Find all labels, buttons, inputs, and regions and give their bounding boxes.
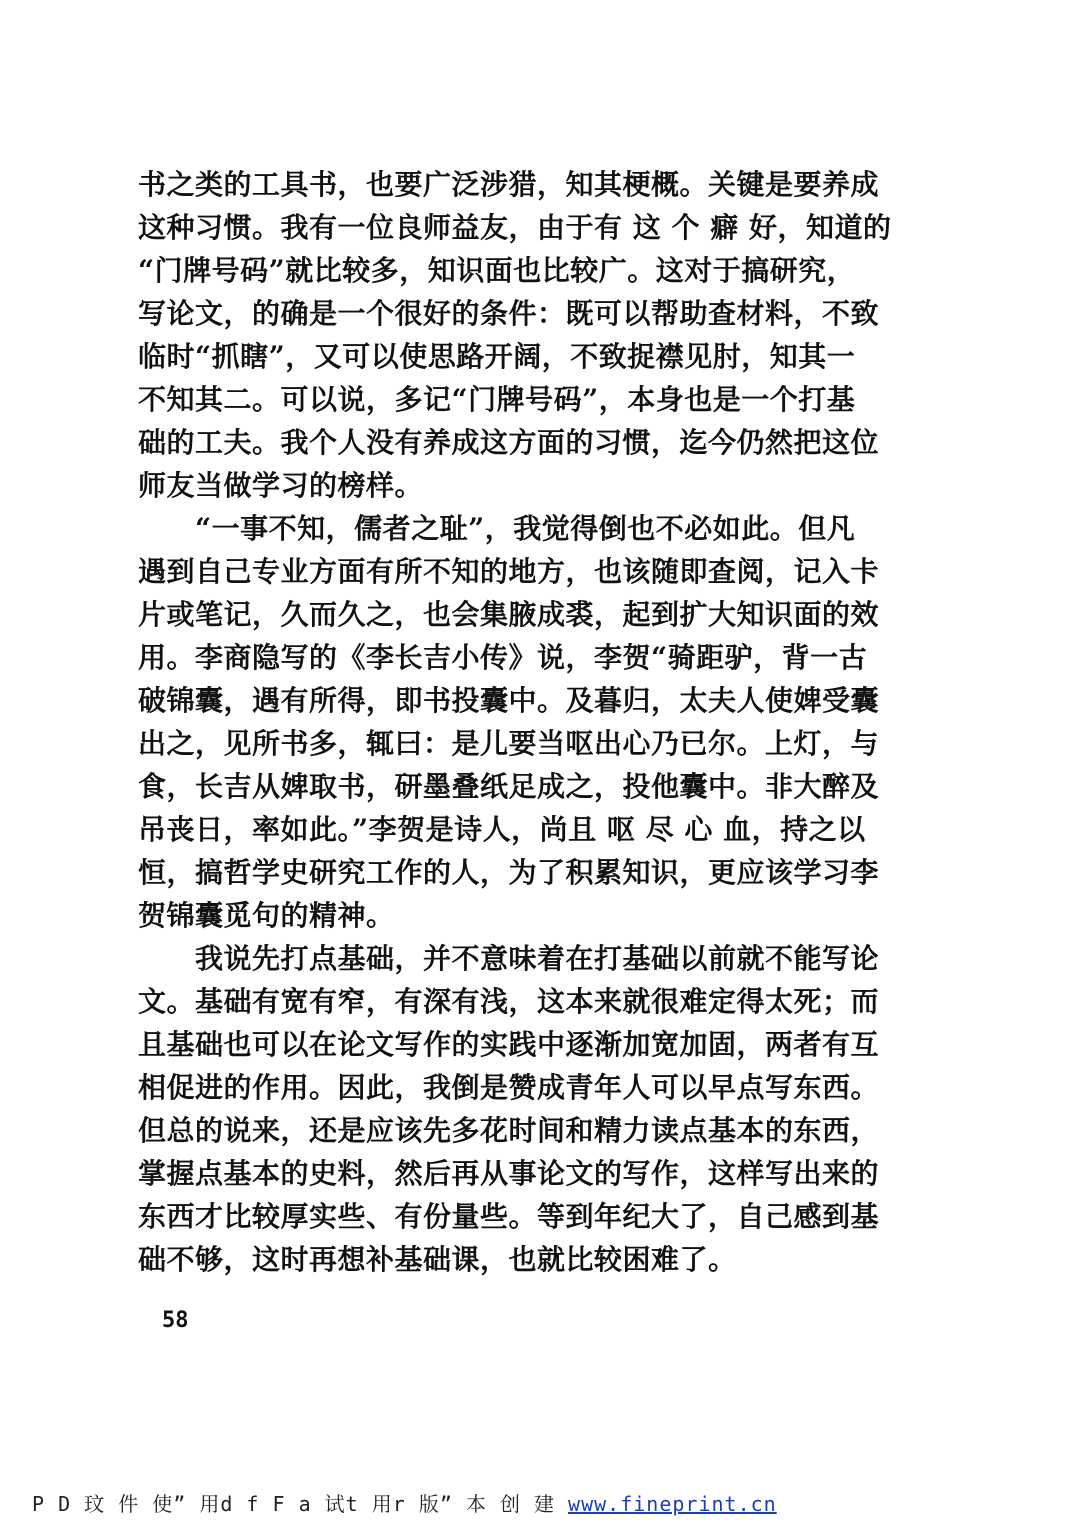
text-line: 师友当做学习的榜样。	[138, 469, 424, 502]
text-line: 写论文，的确是一个很好的条件：既可以帮助查材料，不致	[138, 297, 880, 330]
watermark	[32, 1488, 777, 1517]
text-line: 临时“抓瞎”，又可以使思路开阔，不致捉襟见肘，知其一	[138, 340, 856, 373]
watermark-text: P D 玟 件 使” 用d f F a 试t 用r 版” 本 创 建	[32, 1492, 555, 1516]
text-line: 掌握点基本的史料，然后再从事论文的写作，这样写出来的	[138, 1157, 880, 1190]
text-line: 且基础也可以在论文写作的实践中逐渐加宽加固，两者有互	[138, 1028, 880, 1061]
text-line: “一事不知，儒者之耻”，我觉得倒也不必如此。但凡	[138, 512, 856, 545]
watermark-link[interactable]: www.fineprint.cn	[568, 1492, 777, 1516]
text-line: 出之，见所书多，辄曰：是儿要当呕出心乃已尔。上灯，与	[138, 727, 880, 760]
text-line: 我说先打点基础，并不意味着在打基础以前就不能写论	[138, 942, 880, 975]
text-line: 恒，搞哲学史研究工作的人，为了积累知识，更应该学习李	[138, 856, 880, 889]
text-line: 础的工夫。我个人没有养成这方面的习惯，迄今仍然把这位	[138, 426, 880, 459]
text-line: 片或笔记，久而久之，也会集腋成裘，起到扩大知识面的效	[138, 598, 880, 631]
page-number: 58	[162, 1308, 189, 1333]
text-line: 遇到自己专业方面有所不知的地方，也该随即查阅，记入卡	[138, 555, 880, 588]
text-line: 不知其二。可以说，多记“门牌号码”，本身也是一个打基	[138, 383, 856, 416]
text-line: 文。基础有宽有窄，有深有浅，这本来就很难定得太死；而	[138, 985, 880, 1018]
text-line: 但总的说来，还是应该先多花时间和精力读点基本的东西，	[138, 1114, 880, 1147]
text-line: 这种习惯。我有一位良师益友，由于有 这 个 癖 好，知道的	[138, 211, 892, 244]
text-line: 贺锦囊觅句的精神。	[138, 899, 395, 932]
text-line: 用。李商隐写的《李长吉小传》说，李贺“骑距驴，背一古	[138, 641, 868, 674]
text-line: 破锦囊，遇有所得，即书投囊中。及暮归，太夫人使婢受囊	[138, 684, 880, 717]
text-line: 书之类的工具书，也要广泛涉猎，知其梗概。关键是要养成	[138, 168, 880, 201]
text-line: 食，长吉从婢取书，研墨叠纸足成之，投他囊中。非大醉及	[138, 770, 880, 803]
body-text	[138, 163, 910, 1281]
text-line: 东西才比较厚实些、有份量些。等到年纪大了，自己感到基	[138, 1200, 880, 1233]
text-line: 相促进的作用。因此，我倒是赞成青年人可以早点写东西。	[138, 1071, 880, 1104]
text-line: 吊丧日，率如此。”李贺是诗人，尚且 呕 尽 心 血，持之以	[138, 813, 866, 846]
text-line: “门牌号码”就比较多，知识面也比较广。这对于搞研究，	[138, 254, 856, 287]
text-line: 础不够，这时再想补基础课，也就比较困难了。	[138, 1243, 737, 1276]
